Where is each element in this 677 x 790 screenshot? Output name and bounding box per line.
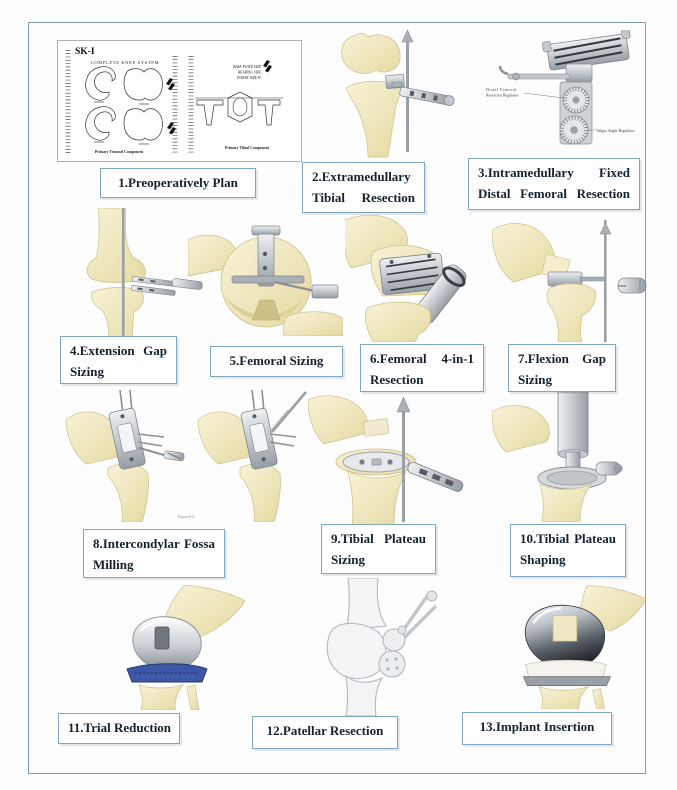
illustration-step5-femoral-sizing [188,224,343,336]
caption-line: 6.Femoral 4-in-1 [370,351,474,366]
caption-line: 8.Intercondylar Fossa [93,536,215,551]
plan-femoral-caption: Primary Femoral Component [94,150,144,154]
illustration-step2-extramedullary-tibial-resection [302,26,460,158]
jig-valgus-label: Valgus Angle Regulator [596,128,635,133]
plan-tibial-caption: Primary Tibial Component [224,146,270,150]
illustration-step13-implant-insertion [468,585,648,709]
caption-line: Sizing [70,364,104,379]
illustration-step7-flexion-gap [492,220,650,342]
step-caption-12 [252,716,398,749]
plan-size-note-3: INSERT SIZE-W [237,76,261,80]
step-caption-13 [462,712,612,745]
caption-line: 4.Extension Gap [70,343,167,358]
caption-line: 12.Patellar Resection [266,723,384,738]
illustration-step8-intercondylar-fossa-milling [58,390,313,522]
step-caption-2 [302,162,425,213]
step-caption-7 [508,344,616,392]
illustration-step9-tibial-plateau-sizing [308,392,478,526]
caption-line: 10.Tibial Plateau [520,531,616,546]
caption-line: Milling [93,557,134,572]
jig-distal-label-line1: Distal Femoral [486,87,517,92]
step-caption-3 [468,158,640,210]
caption-line: 1.Preoperatively Plan [118,175,238,190]
caption-line: 13.Implant Insertion [479,719,595,734]
caption-line: Tibial Resection [312,190,415,205]
plan-title: COMPLETE KNEE SYSTEM [90,60,160,65]
step-caption-6 [360,344,484,392]
caption-line: Distal Femoral Resection [478,186,630,201]
caption-line: Sizing [331,552,365,567]
plan-model-label: SK-I [75,47,95,57]
figure-8-2-caption: Figure8-2 [177,514,195,519]
step-caption-10 [510,524,626,577]
caption-line: 5.Femoral Sizing [229,353,324,368]
illustration-step4-extension-gap [38,208,208,346]
caption-line: Resection [370,372,424,387]
step-caption-4 [60,336,177,384]
plan-size-note-2: BEARING SIZE [237,70,261,75]
step-caption-11 [58,713,180,744]
illustration-step10-tibial-plateau-shaping [492,392,650,522]
step-caption-8 [83,529,225,578]
illustration-step6-femoral-4in1-resection [345,214,493,342]
caption-line: 2.Extramedullary [312,169,411,184]
illustration-step12-patellar-resection [262,578,447,716]
step-caption-9 [321,524,436,574]
illustration-step11-trial-reduction [55,585,265,710]
caption-line: Shaping [520,552,566,567]
plan-size-note-1: BASE PLATE SIZE [233,65,261,69]
caption-line: 9.Tibial Plateau [331,531,426,546]
jig-distal-label-line2: Resection Regulator [486,92,519,98]
caption-line: Sizing [518,372,552,387]
step-caption-5 [210,346,343,377]
illustration-step3-intramedullary-jig [478,30,648,158]
caption-line: 7.Flexion Gap [518,351,606,366]
illustration-step1-preoperative-plan [57,40,302,162]
caption-line: 11.Trial Reduction [68,720,172,735]
step-caption-1 [100,168,256,198]
caption-line: 3.Intramedullary Fixed [478,165,630,180]
